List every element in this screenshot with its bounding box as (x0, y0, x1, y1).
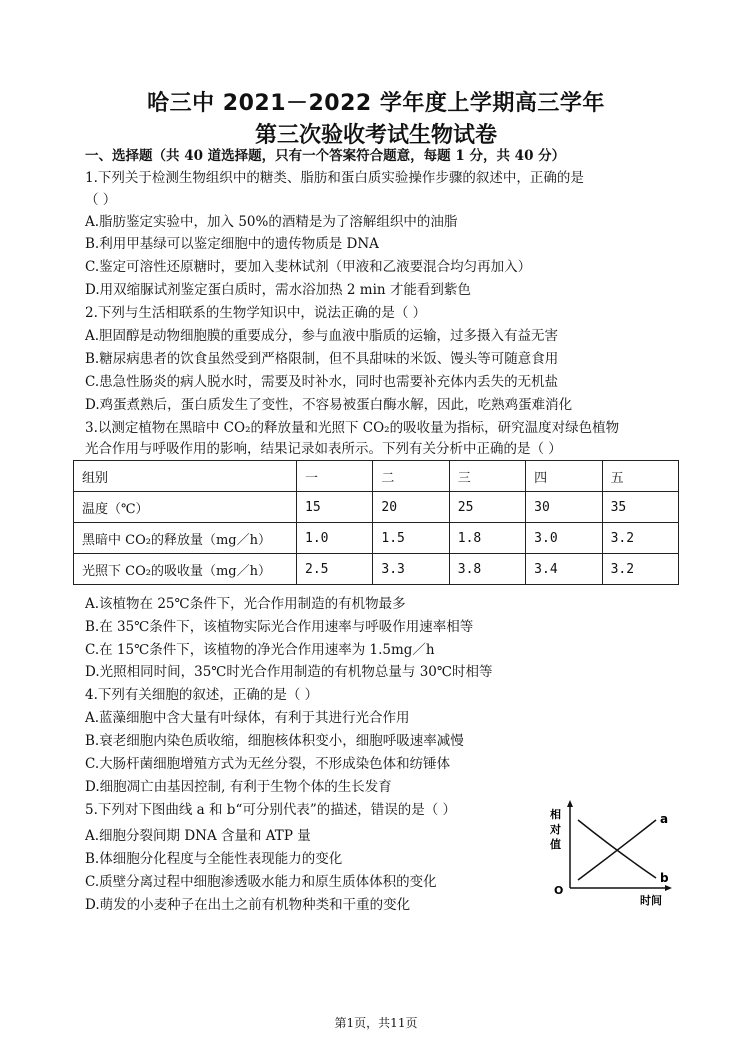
table-cell: 25 (449, 492, 525, 523)
y-axis-arrow (567, 800, 573, 807)
q2-option-c: C.患急性肠炎的病人脱水时，需要及时补水，同时也需要补充体内丢失的无机盐 (85, 374, 559, 390)
q2-option-d: D.鸡蛋煮熟后，蛋白质发生了变性，不容易被蛋白酶水解，因此，吃熟鸡蛋难消化 (85, 397, 573, 413)
q4-stem: 4.下列有关细胞的叙述，正确的是（ ） (85, 687, 319, 703)
q4-option-a: A.蓝藻细胞中含大量有叶绿体，有利于其进行光合作用 (85, 710, 410, 726)
table-cell: 1.8 (449, 523, 525, 554)
q4-option-c: C.大肠杆菌细胞增殖方式为无丝分裂，不形成染色体和纺锤体 (85, 756, 451, 772)
q2-option-b: B.糖尿病患者的饮食虽然受到严格限制，但不具甜味的米饭、馒头等可随意食用 (85, 351, 559, 367)
table-row (74, 554, 679, 585)
table-cell: 黑暗中 CO₂的释放量（mg／h） (74, 523, 297, 554)
table-cell: 二 (373, 461, 449, 492)
table-cell: 四 (526, 461, 602, 492)
table-cell: 组别 (74, 461, 297, 492)
q1-option-c: C.鉴定可溶性还原糖时，要加入斐林试剂（甲液和乙液要混合均匀再加入） (85, 259, 532, 275)
table-cell: 3.4 (526, 554, 602, 585)
table-cell: 15 (297, 492, 373, 523)
q1-option-b: B.利用甲基绿可以鉴定细胞中的遗传物质是 DNA (85, 236, 379, 252)
page-footer: 第1页，共11页 (334, 1016, 418, 1030)
q5-option-b: B.体细胞分化程度与全能性表现能力的变化 (85, 851, 343, 867)
q3-stem-line2: 光合作用与呼吸作用的影响，结果记录如表所示。下列有关分析中正确的是（ ） (85, 441, 562, 457)
table-cell: 3.0 (526, 523, 602, 554)
q3-option-a: A.该植物在 25℃条件下，光合作用制造的有机物最多 (85, 596, 406, 612)
table-cell: 一 (297, 461, 373, 492)
data-table (73, 460, 679, 585)
section-heading: 一、选择题（共 40 道选择题，只有一个答案符合题意，每题 1 分，共 40 分） (85, 148, 566, 164)
q5-curve-graph (548, 800, 678, 910)
q3-option-d: D.光照相同时间，35℃时光合作用制造的有机物总量与 30℃时相等 (85, 664, 493, 680)
x-axis-arrow (665, 885, 672, 891)
table-cell: 1.0 (297, 523, 373, 554)
table-cell: 温度（℃） (74, 492, 297, 523)
table-cell: 3.2 (602, 523, 678, 554)
exam-title-line2: 第三次验收考试生物试卷 (254, 123, 497, 148)
curve-b-label: b (660, 871, 669, 885)
y-axis-label-3: 值 (550, 838, 561, 851)
q1-stem-line1: 1.下列关于检测生物组织中的糖类、脂肪和蛋白质实验操作步骤的叙述中，正确的是 (85, 170, 584, 186)
curve-a-label: a (660, 812, 669, 826)
q1-stem-line2: （ ） (85, 192, 117, 208)
table-cell: 光照下 CO₂的吸收量（mg／h） (74, 554, 297, 585)
table-cell: 3.2 (602, 554, 678, 585)
q5-option-c: C.质壁分离过程中细胞渗透吸水能力和原生质体体积的变化 (85, 874, 437, 890)
q1-option-d: D.用双缩脲试剂鉴定蛋白质时，需水浴加热 2 min 才能看到紫色 (85, 282, 471, 298)
table-cell: 三 (449, 461, 525, 492)
table-cell: 3.3 (373, 554, 449, 585)
q4-option-d: D.细胞凋亡由基因控制, 有利于生物个体的生长发育 (85, 779, 392, 795)
q5-stem: 5.下列对下图曲线 a 和 b“可分别代表”的描述，错误的是（ ） (85, 802, 457, 818)
table-row (74, 461, 679, 492)
q4-option-b: B.衰老细胞内染色质收缩，细胞核体积变小，细胞呼吸速率减慢 (85, 733, 464, 749)
table-cell: 五 (602, 461, 678, 492)
exam-title-line1: 哈三中 2021－2022 学年度上学期高三学年 (147, 91, 605, 116)
q1-option-a: A.脂肪鉴定实验中，加入 50%的酒精是为了溶解组织中的油脂 (85, 214, 458, 230)
origin-label: O (554, 884, 564, 897)
table-cell: 30 (526, 492, 602, 523)
table-row (74, 523, 679, 554)
table-cell: 3.8 (449, 554, 525, 585)
q3-option-b: B.在 35℃条件下，该植物实际光合作用速率与呼吸作用速率相等 (85, 619, 474, 635)
y-axis-label-2: 对 (550, 823, 561, 836)
q3-option-c: C.在 15℃条件下，该植物的净光合作用速率为 1.5mg／h (85, 642, 435, 658)
q2-stem: 2.下列与生活相联系的生物学知识中，说法正确的是（ ） (85, 305, 427, 321)
table-cell: 1.5 (373, 523, 449, 554)
q5-option-d: D.萌发的小麦种子在出土之前有机物种类和干重的变化 (85, 897, 411, 913)
table-cell: 20 (373, 492, 449, 523)
y-axis-label-1: 相 (550, 808, 561, 821)
table-cell: 2.5 (297, 554, 373, 585)
q2-option-a: A.胆固醇是动物细胞膜的重要成分，参与血液中脂质的运输，过多摄入有益无害 (85, 328, 559, 344)
q3-stem-line1: 3.以测定植物在黑暗中 CO₂的释放量和光照下 CO₂的吸收量为指标，研究温度对绿色植物 (85, 420, 620, 436)
q5-option-a: A.细胞分裂间期 DNA 含量和 ATP 量 (85, 828, 311, 844)
table-cell: 35 (602, 492, 678, 523)
table-row (74, 492, 679, 523)
x-axis-label: 时间 (640, 894, 662, 907)
